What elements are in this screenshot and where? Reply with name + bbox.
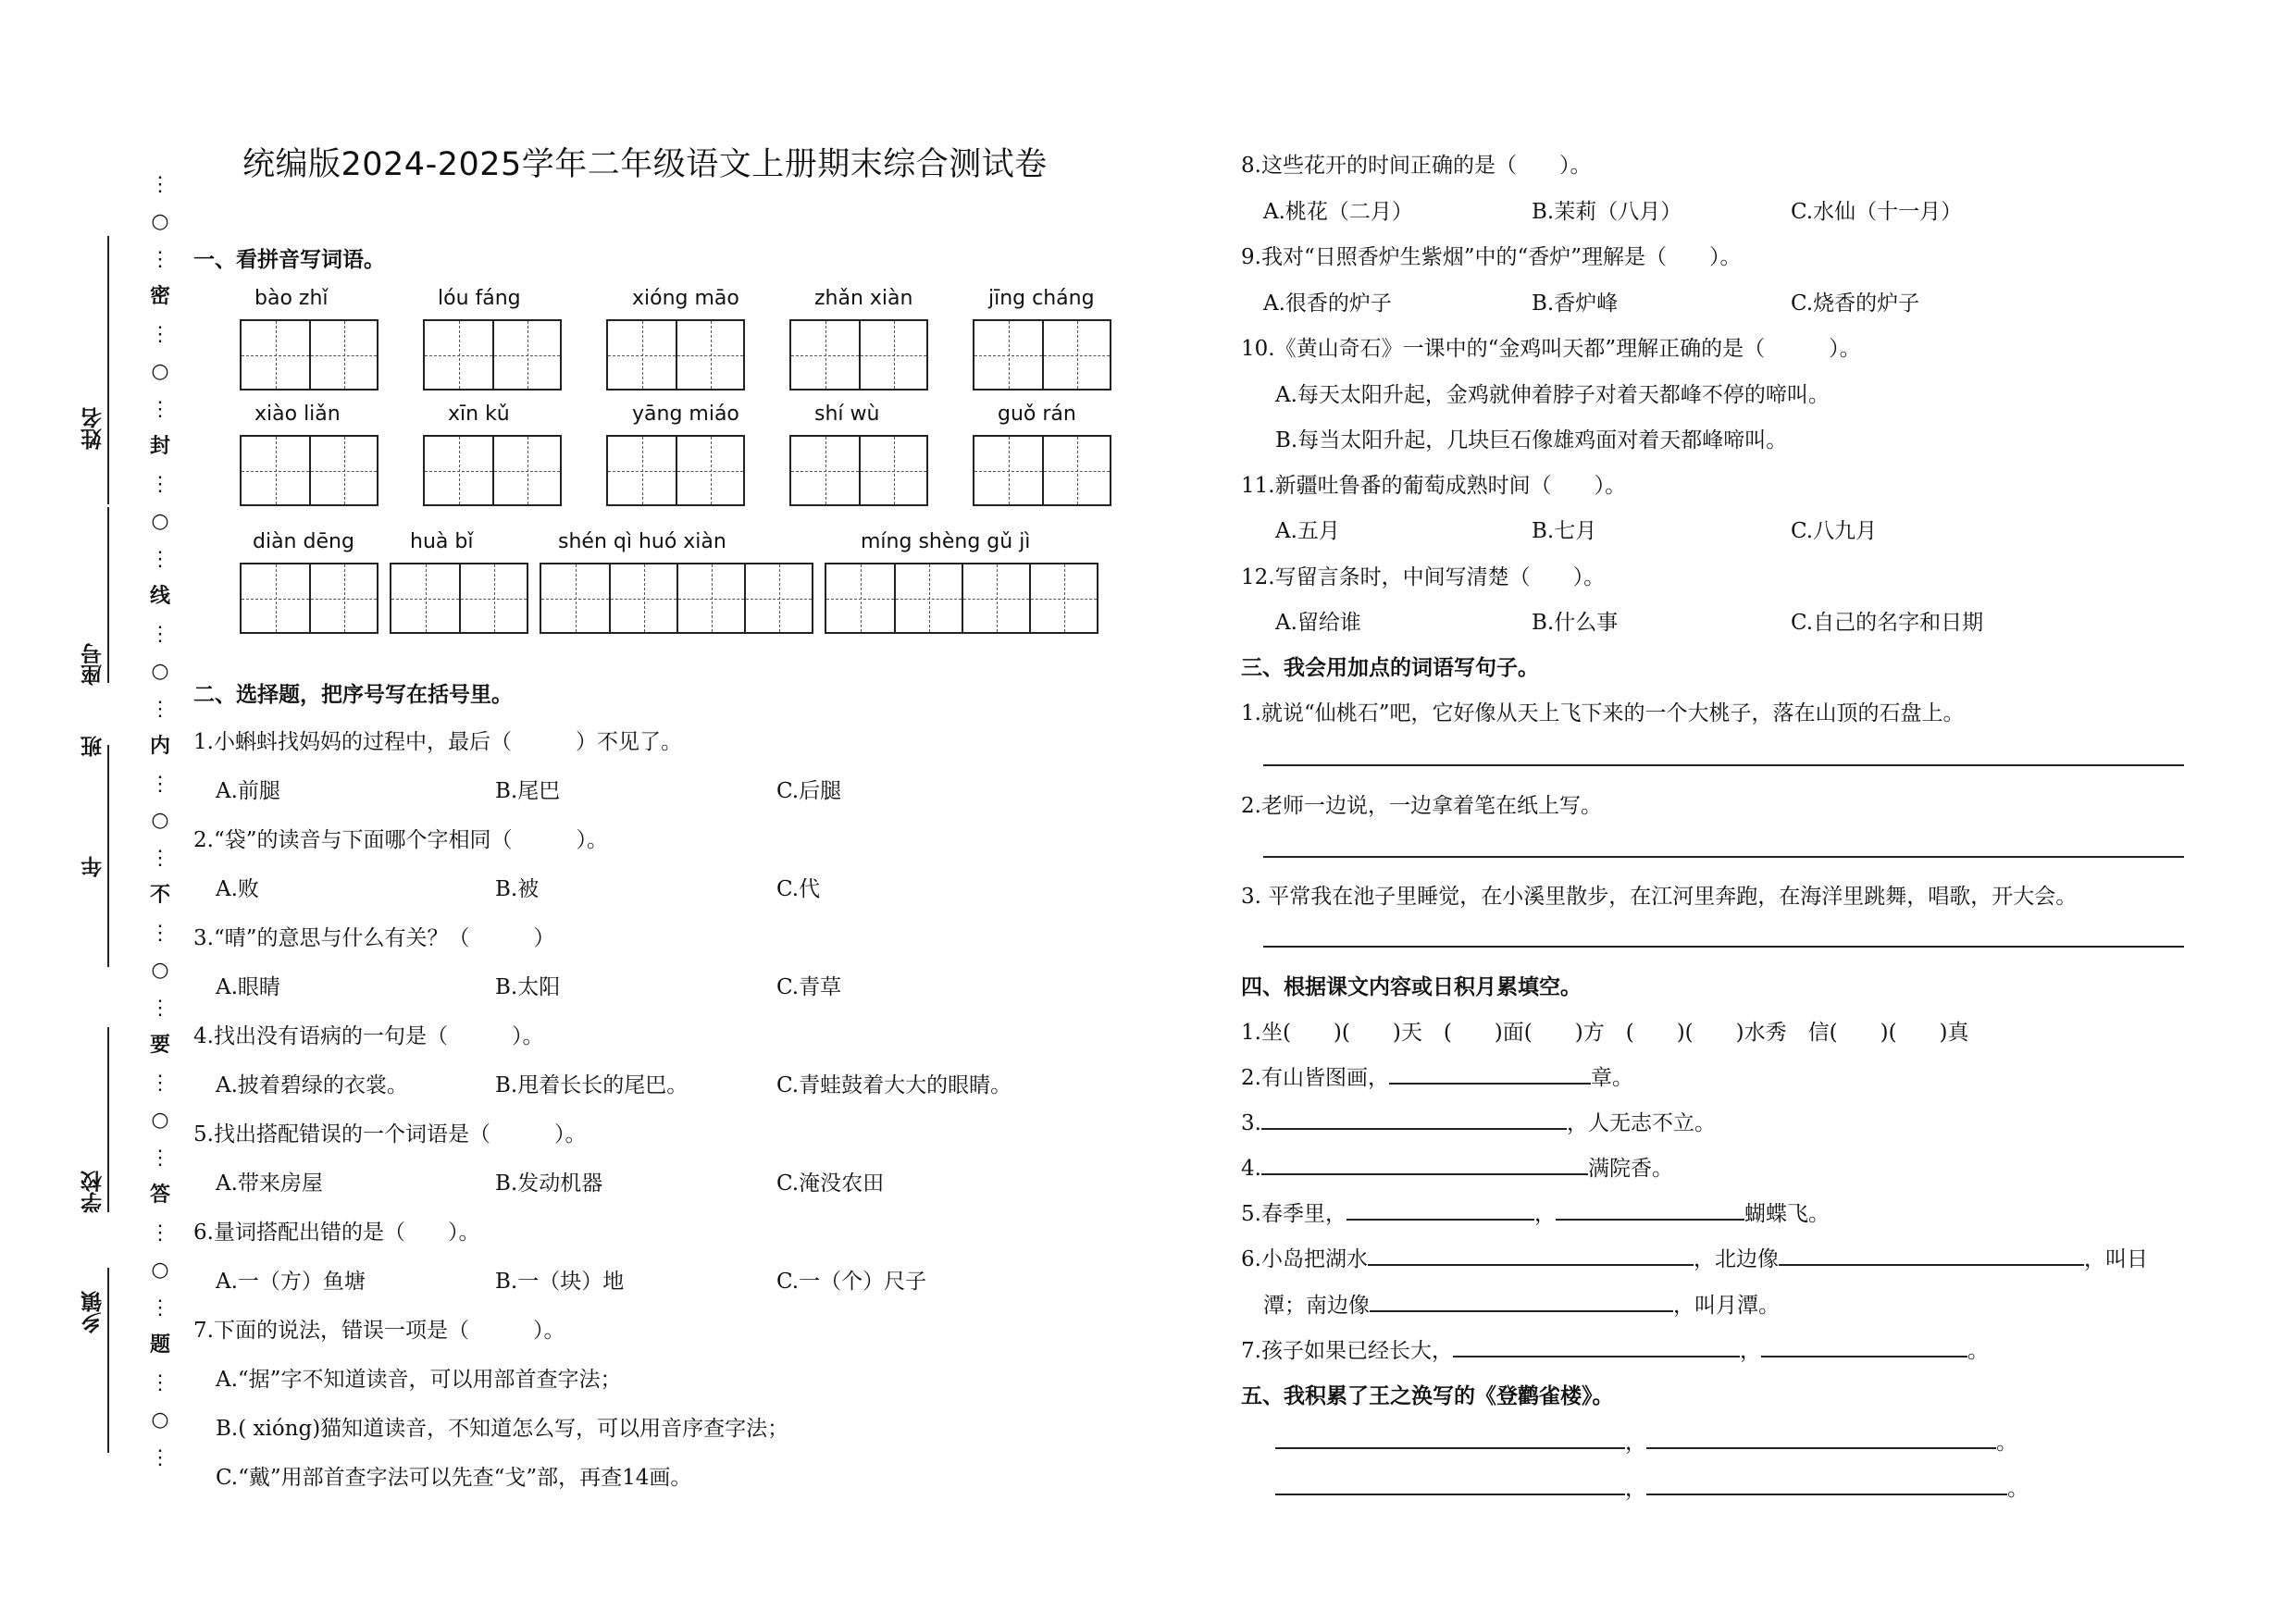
fill-line <box>1241 1151 1673 1182</box>
write-cell[interactable] <box>608 321 676 389</box>
write-cell[interactable] <box>608 437 676 504</box>
option-a: A.一（方）鱼塘 <box>216 1270 366 1294</box>
option-b: B.七月 <box>1532 519 1597 543</box>
write-cell[interactable] <box>744 564 812 632</box>
grid-row-2 <box>240 435 1111 506</box>
section2-heading: 二、选择题，把序号写在括号里。 <box>193 683 513 707</box>
question-text: 6.量词搭配出错的是（ ）。 <box>193 1221 480 1245</box>
fill-blank[interactable] <box>1779 1242 2084 1266</box>
fill-blank[interactable] <box>1275 1471 1625 1495</box>
option-c: C.水仙（十一月） <box>1791 200 1963 224</box>
fill-text: ， <box>1625 1477 1646 1501</box>
write-cell[interactable] <box>309 321 377 389</box>
option-b: B.被 <box>495 877 540 901</box>
question-text: 12.写留言条时，中间写清楚（ ）。 <box>1241 565 1606 589</box>
grid-row-1 <box>240 319 1111 391</box>
write-cell[interactable] <box>492 437 560 504</box>
option-b: B.发动机器 <box>495 1172 603 1196</box>
option-a: A.留给谁 <box>1275 611 1361 635</box>
fill-text: 3. <box>1241 1111 1261 1135</box>
question-text: 5.找出搭配错误的一个词语是（ ）。 <box>193 1122 587 1147</box>
option-a: A.五月 <box>1275 519 1340 543</box>
class-label: 班 <box>81 736 105 757</box>
write-cell[interactable] <box>309 564 377 632</box>
seal-char: 密 <box>149 284 170 308</box>
question-text: 10.《黄山奇石》一课中的“金鸡叫天都”理解正确的是（ ）。 <box>1241 337 1861 361</box>
fill-text: 4. <box>1241 1157 1261 1181</box>
option-b: B.( xióng)猫知道读音，不知道怎么写，可以用音序查字法； <box>216 1417 789 1441</box>
fill-line <box>1263 1288 1780 1319</box>
grid-row-3 <box>240 563 1098 634</box>
question-text: 7.下面的说法，错误一项是（ ）。 <box>193 1319 565 1343</box>
option-a: A.每天太阳升起，金鸡就伸着脖子对着天都峰不停的啼叫。 <box>1275 383 1830 407</box>
name-field-line[interactable] <box>107 236 109 504</box>
pinyin-label: lóu fáng <box>438 287 521 310</box>
sentence-prompt: 1.就说“仙桃石”吧，它好像从天上飞下来的一个大桃子，落在山顶的石盘上。 <box>1241 701 1965 725</box>
sentence-prompt: 2.老师一边说，一边拿着笔在纸上写。 <box>1241 794 1602 818</box>
option-b: B.香炉峰 <box>1532 291 1619 316</box>
fill-text: 。 <box>2007 1477 2029 1501</box>
fill-text: ，人无志不立。 <box>1566 1111 1716 1135</box>
write-cell[interactable] <box>425 321 492 389</box>
poem-line <box>1275 1425 2017 1456</box>
town-label: 乡镇 <box>81 1291 105 1333</box>
write-cell[interactable] <box>242 564 309 632</box>
pinyin-label: shí wù <box>814 403 880 426</box>
sentence-prompt: 3. 平常我在池子里睡觉，在小溪里散步，在江河里奔跑，在海洋里跳舞，唱歌，开大会。 <box>1241 885 2078 909</box>
fill-text: 7.孩子如果已经长大， <box>1241 1339 1453 1363</box>
seal-char: 内 <box>149 734 170 758</box>
fill-text: 6.小岛把湖水 <box>1241 1247 1368 1271</box>
page-title: 统编版2024-2025学年二年级语文上册期末综合测试卷 <box>242 146 1048 183</box>
pinyin-label: yāng miáo <box>632 403 739 426</box>
fill-text: 5.春季里， <box>1241 1202 1347 1226</box>
seal-line: ⋮ ○ ⋮ 密 ⋮ ○ ⋮ 封 ⋮ ○ ⋮ 线 ⋮ ○ ⋮ 内 ⋮ ○ ⋮ 不 ⋮ ○ ⋮ 要 ⋮ ○ ⋮ 答 ⋮ ○ ⋮ 题 ⋮ ○ ⋮ <box>149 173 170 1469</box>
pinyin-label: bào zhǐ <box>254 287 329 310</box>
pinyin-label: xiào liǎn <box>254 403 341 426</box>
pinyin-label: xīn kǔ <box>448 403 510 426</box>
seal-char: 要 <box>149 1034 170 1058</box>
write-cell[interactable] <box>459 564 527 632</box>
write-cell[interactable] <box>826 564 894 632</box>
write-cell[interactable] <box>1042 321 1110 389</box>
option-b: B.茉莉（八月） <box>1532 200 1682 224</box>
question-text: 8.这些花开的时间正确的是（ ）。 <box>1241 154 1592 178</box>
seal-char: 不 <box>149 884 170 908</box>
question-text: 4.找出没有语病的一句是（ ）。 <box>193 1024 544 1048</box>
write-cell[interactable] <box>791 437 859 504</box>
fill-blank[interactable] <box>1368 1242 1694 1266</box>
option-c: C.八九月 <box>1791 519 1878 543</box>
fill-text: ，叫日 <box>2083 1247 2148 1271</box>
option-b: B.甩着长长的尾巴。 <box>495 1073 689 1097</box>
option-c: C.烧香的炉子 <box>1791 291 1920 316</box>
pinyin-label: zhǎn xiàn <box>814 287 913 310</box>
option-a: A.前腿 <box>216 779 280 803</box>
write-cell[interactable] <box>1029 564 1097 632</box>
option-b: B.一（块）地 <box>495 1270 625 1294</box>
option-b: B.每当太阳升起，几块巨石像雄鸡面对着天都峰啼叫。 <box>1275 428 1788 452</box>
write-cell[interactable] <box>676 437 743 504</box>
fill-text: ， <box>1533 1202 1556 1226</box>
fill-blank[interactable] <box>1453 1333 1740 1357</box>
write-cell[interactable] <box>309 437 377 504</box>
fill-text: ，北边像 <box>1693 1247 1779 1271</box>
fill-blank[interactable] <box>1761 1333 1967 1357</box>
fill-text: 章。 <box>1590 1066 1633 1090</box>
school-label: 学校 <box>81 1171 105 1213</box>
fill-text: 潭；南边像 <box>1263 1294 1370 1318</box>
seal-char: 封 <box>149 434 170 458</box>
write-cell[interactable] <box>974 321 1042 389</box>
write-cell[interactable] <box>676 321 743 389</box>
write-cell[interactable] <box>894 564 962 632</box>
fill-line <box>1241 1060 1633 1091</box>
write-cell[interactable] <box>391 564 459 632</box>
write-cell[interactable] <box>242 321 309 389</box>
fill-text: 满院香。 <box>1587 1157 1673 1181</box>
write-cell[interactable] <box>1042 437 1110 504</box>
seal-char: 答 <box>149 1184 170 1208</box>
option-b: B.什么事 <box>1532 611 1619 635</box>
seal-char: 题 <box>149 1333 170 1357</box>
fill-line: 1.坐( )( )天 ( )面( )方 ( )( )水秀 信( )( )真 <box>1241 1021 1969 1045</box>
pinyin-label: huà bǐ <box>410 530 474 553</box>
fill-text: ，叫月潭。 <box>1673 1294 1780 1318</box>
question-text: 11.新疆吐鲁番的葡萄成熟时间（ ）。 <box>1241 474 1627 498</box>
write-cell[interactable] <box>962 564 1029 632</box>
fill-text: 2.有山皆图画， <box>1241 1066 1389 1090</box>
fill-blank[interactable] <box>1261 1106 1567 1130</box>
fill-blank[interactable] <box>1389 1060 1591 1085</box>
pinyin-label: jīng cháng <box>988 287 1095 310</box>
write-cell[interactable] <box>242 437 309 504</box>
fill-blank[interactable] <box>1347 1196 1534 1221</box>
option-a: A.很香的炉子 <box>1263 291 1392 316</box>
option-b: B.太阳 <box>495 975 561 999</box>
option-a: A.桃花（二月） <box>1263 200 1413 224</box>
question-text: 9.我对“日照香炉生紫烟”中的“香炉”理解是（ ）。 <box>1241 245 1742 269</box>
fill-line <box>1241 1333 1989 1364</box>
write-cell[interactable] <box>425 437 492 504</box>
option-c: C.自己的名字和日期 <box>1791 611 1984 635</box>
name-label: 姓名 <box>81 407 105 450</box>
option-a: A.带来房屋 <box>216 1172 323 1196</box>
question-text: 3.“晴”的意思与什么有关？（ ） <box>193 926 555 950</box>
write-cell[interactable] <box>676 564 744 632</box>
fill-blank[interactable] <box>1646 1471 2007 1495</box>
option-c: C.后腿 <box>776 779 842 803</box>
answer-line[interactable] <box>1263 856 2184 858</box>
fill-text: 蝴蝶飞。 <box>1744 1202 1830 1226</box>
option-c: C.代 <box>776 877 821 901</box>
section4-heading: 四、根据课文内容或日积月累填空。 <box>1241 975 1582 999</box>
seat-label: 座号 <box>81 643 105 686</box>
fill-text: 。 <box>1996 1431 2017 1455</box>
option-a: A.眼睛 <box>216 975 280 999</box>
section1-heading: 一、看拼音写词语。 <box>193 248 385 272</box>
section5-heading: 五、我积累了王之涣写的《登鹳雀楼》。 <box>1241 1384 1614 1408</box>
fill-text: ， <box>1625 1431 1646 1455</box>
option-a: A.披着碧绿的衣裳。 <box>216 1073 408 1097</box>
poem-line <box>1275 1471 2029 1502</box>
write-cell[interactable] <box>791 321 859 389</box>
option-c: C.青蛙鼓着大大的眼睛。 <box>776 1073 1012 1097</box>
write-cell[interactable] <box>859 321 926 389</box>
fill-blank[interactable] <box>1556 1196 1744 1221</box>
pinyin-label: diàn dēng <box>253 530 354 553</box>
write-cell[interactable] <box>859 437 926 504</box>
write-cell[interactable] <box>974 437 1042 504</box>
answer-line[interactable] <box>1263 764 2184 766</box>
pinyin-label: shén qì huó xiàn <box>558 530 726 553</box>
question-text: 2.“袋”的读音与下面哪个字相同（ ）。 <box>193 828 608 852</box>
write-cell[interactable] <box>541 564 609 632</box>
fill-line <box>1241 1106 1716 1136</box>
option-c: C.一（个）尺子 <box>776 1270 927 1294</box>
fill-blank[interactable] <box>1370 1288 1673 1312</box>
fill-line <box>1241 1196 1830 1227</box>
fill-line <box>1241 1242 2148 1272</box>
pinyin-label: guǒ rán <box>998 403 1076 426</box>
option-a: A.败 <box>216 877 259 901</box>
option-c: C.青草 <box>776 975 842 999</box>
option-b: B.尾巴 <box>495 779 561 803</box>
section3-heading: 三、我会用加点的词语写句子。 <box>1241 656 1539 680</box>
fill-text: 。 <box>1967 1339 1989 1363</box>
option-c: C.“戴”用部首查字法可以先查“戈”部，再查14画。 <box>216 1466 692 1490</box>
fill-blank[interactable] <box>1261 1151 1588 1175</box>
pinyin-label: míng shèng gǔ jì <box>861 530 1031 553</box>
answer-line[interactable] <box>1263 946 2184 948</box>
option-a: A.“据”字不知道读音，可以用部首查字法； <box>216 1368 622 1392</box>
question-text: 1.小蝌蚪找妈妈的过程中，最后（ ）不见了。 <box>193 730 682 754</box>
grade-label: 年 <box>81 856 105 877</box>
option-c: C.淹没农田 <box>776 1172 885 1196</box>
fill-text: ， <box>1739 1339 1761 1363</box>
fill-blank[interactable] <box>1275 1425 1625 1449</box>
write-cell[interactable] <box>609 564 676 632</box>
fill-blank[interactable] <box>1646 1425 1996 1449</box>
write-cell[interactable] <box>492 321 560 389</box>
pinyin-label: xióng māo <box>632 287 739 310</box>
seal-char: 线 <box>149 584 170 608</box>
